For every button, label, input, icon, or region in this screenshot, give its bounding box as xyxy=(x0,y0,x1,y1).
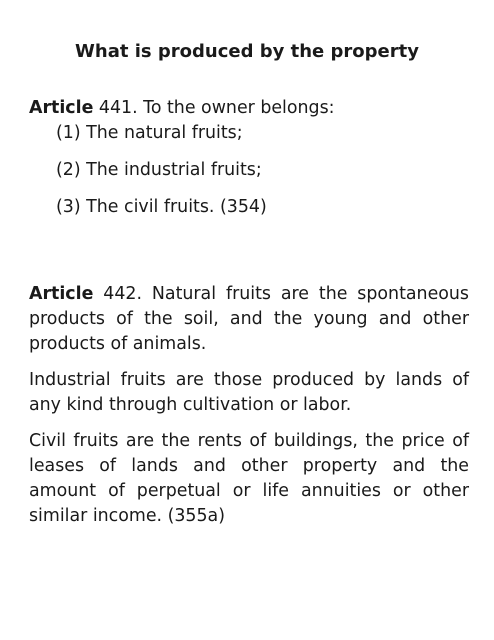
article-441-list xyxy=(29,121,469,220)
list-item-civil-fruits: (3) The civil fruits. (354) xyxy=(56,197,267,217)
article-442-paragraph-2: Industrial fruits are those produced by lands of any kind through cultivation or labor. xyxy=(29,370,469,415)
article-label: Article xyxy=(29,284,94,304)
list-item-industrial-fruits: (2) The industrial fruits; xyxy=(56,160,262,180)
article-442 xyxy=(29,282,469,529)
list-item-natural-fruits: (1) The natural fruits; xyxy=(56,123,243,143)
page-title: What is produced by the property xyxy=(75,41,419,62)
article-442-paragraph-1 xyxy=(29,282,469,357)
article-441 xyxy=(29,96,469,232)
article-441-intro-text: 441. To the owner belongs: xyxy=(93,98,335,118)
article-442-text: 442. Natural fruits are the spontaneous products of the soil, and the young and other products of animals. xyxy=(29,284,469,354)
article-441-intro xyxy=(29,96,469,121)
article-442-paragraph-3: Civil fruits are the rents of buildings, the price of leases of lands and other property and the amount of perpetual or life annuities or other similar income. (355a) xyxy=(29,431,469,526)
article-label: Article xyxy=(29,98,94,118)
